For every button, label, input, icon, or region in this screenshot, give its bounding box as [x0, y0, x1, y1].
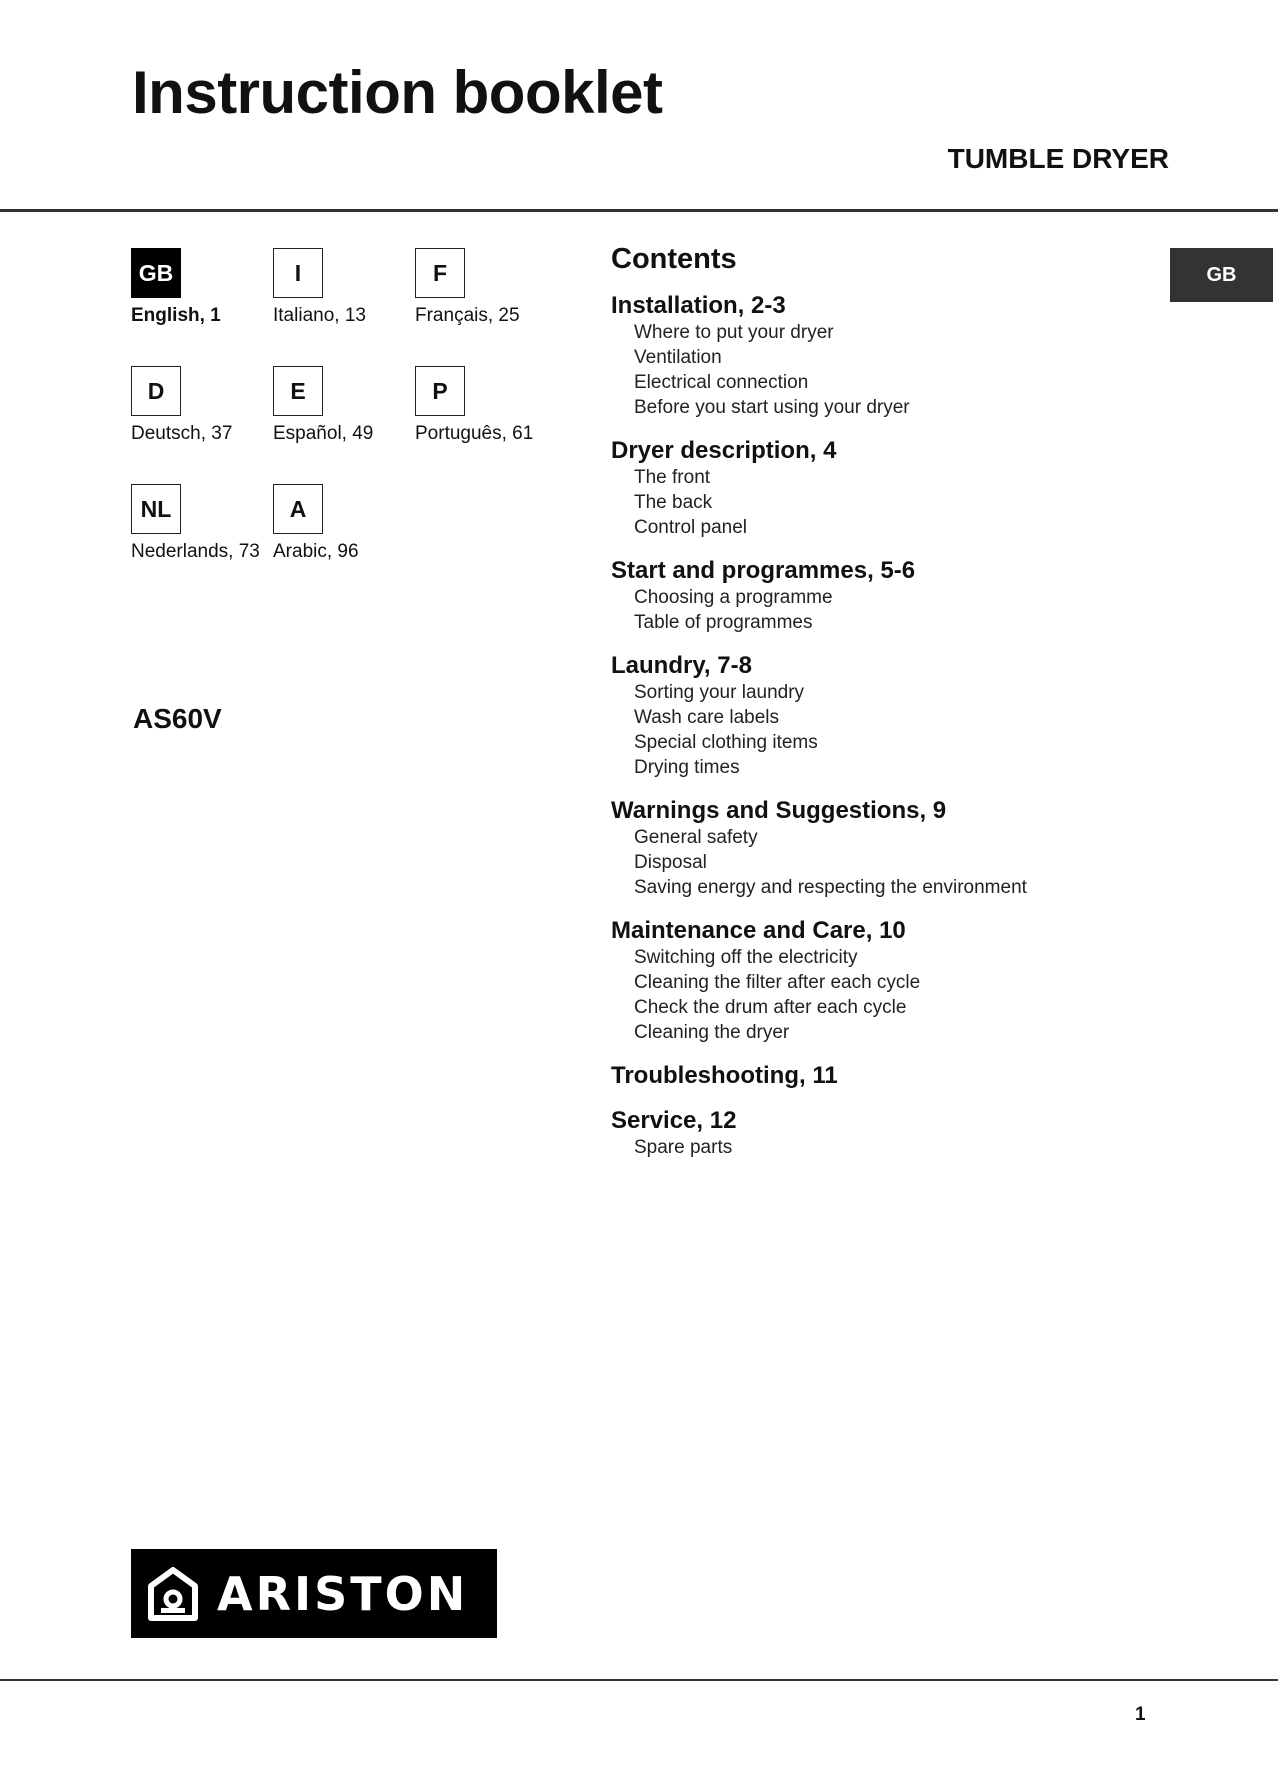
footer-divider	[0, 1679, 1278, 1681]
section-item[interactable]: The back	[634, 492, 713, 513]
section-item[interactable]: Switching off the electricity	[634, 947, 858, 968]
language-entry-i[interactable]	[273, 248, 415, 327]
section-item[interactable]: Wash care labels	[634, 707, 780, 728]
contents-section	[611, 437, 1171, 540]
section-item[interactable]: Before you start using your dryer	[634, 397, 910, 418]
language-code-box: E	[273, 366, 323, 416]
language-name: Français, 25	[415, 305, 520, 326]
house-logo-icon	[147, 1566, 199, 1622]
contents-section	[611, 1062, 1171, 1090]
language-entry-d[interactable]	[131, 366, 273, 445]
section-item[interactable]: Choosing a programme	[634, 587, 833, 608]
language-name: Deutsch, 37	[131, 423, 233, 444]
section-item[interactable]: The front	[634, 467, 711, 488]
section-title[interactable]: Troubleshooting, 11	[611, 1062, 838, 1089]
section-item[interactable]: Table of programmes	[634, 612, 813, 633]
language-name: Nederlands, 73	[131, 541, 260, 562]
language-code-box: D	[131, 366, 181, 416]
language-entry-a[interactable]	[273, 484, 415, 563]
language-code-box: GB	[131, 248, 181, 298]
section-item[interactable]: Control panel	[634, 517, 748, 538]
page-number: 1	[1135, 1704, 1146, 1725]
language-tab-gb[interactable]: GB	[1170, 248, 1273, 302]
section-item[interactable]: Spare parts	[634, 1137, 733, 1158]
section-item[interactable]: General safety	[634, 827, 758, 848]
section-title[interactable]: Dryer description, 4	[611, 437, 837, 464]
contents-section	[611, 1107, 1171, 1160]
contents-section	[611, 652, 1171, 780]
language-name: Italiano, 13	[273, 305, 366, 326]
section-item[interactable]: Cleaning the filter after each cycle	[634, 972, 921, 993]
section-item[interactable]: Saving energy and respecting the environment	[634, 877, 1027, 898]
brand-name: ARISTON	[217, 1566, 469, 1621]
language-code-box: P	[415, 366, 465, 416]
language-entry-f[interactable]	[415, 248, 557, 327]
contents-heading: Contents	[611, 243, 737, 275]
language-name: Arabic, 96	[273, 541, 359, 562]
model-number: AS60V	[133, 703, 222, 734]
language-code-box: A	[273, 484, 323, 534]
contents-section	[611, 557, 1171, 635]
language-entry-gb[interactable]	[131, 248, 273, 327]
section-title[interactable]: Service, 12	[611, 1107, 737, 1134]
section-item[interactable]: Where to put your dryer	[634, 322, 834, 343]
section-item[interactable]: Disposal	[634, 852, 707, 873]
product-type: TUMBLE DRYER	[947, 143, 1169, 174]
section-item[interactable]: Sorting your laundry	[634, 682, 805, 703]
language-code-box: F	[415, 248, 465, 298]
language-code-box: I	[273, 248, 323, 298]
page-title: Instruction booklet	[132, 59, 663, 126]
table-of-contents	[611, 243, 1171, 1177]
language-name: Español, 49	[273, 423, 374, 444]
language-name: English, 1	[131, 305, 221, 326]
language-entry-nl[interactable]	[131, 484, 273, 563]
section-item[interactable]: Check the drum after each cycle	[634, 997, 907, 1018]
contents-sections	[611, 292, 1171, 1160]
section-item[interactable]: Special clothing items	[634, 732, 818, 753]
contents-section	[611, 797, 1171, 900]
language-code-box: NL	[131, 484, 181, 534]
section-title[interactable]: Start and programmes, 5-6	[611, 557, 916, 584]
section-item[interactable]: Ventilation	[634, 347, 722, 368]
contents-section	[611, 917, 1171, 1045]
ariston-logo	[131, 1549, 497, 1638]
contents-section	[611, 292, 1171, 420]
language-index	[131, 248, 561, 578]
section-item[interactable]: Drying times	[634, 757, 740, 778]
section-title[interactable]: Laundry, 7-8	[611, 652, 752, 679]
section-title[interactable]: Maintenance and Care, 10	[611, 917, 906, 944]
section-title[interactable]: Installation, 2-3	[611, 292, 786, 319]
section-title[interactable]: Warnings and Suggestions, 9	[611, 797, 947, 824]
section-item[interactable]: Cleaning the dryer	[634, 1022, 790, 1043]
header-divider	[0, 209, 1278, 212]
section-item[interactable]: Electrical connection	[634, 372, 809, 393]
language-entry-p[interactable]	[415, 366, 557, 445]
language-entry-e[interactable]	[273, 366, 415, 445]
language-name: Português, 61	[415, 423, 534, 444]
